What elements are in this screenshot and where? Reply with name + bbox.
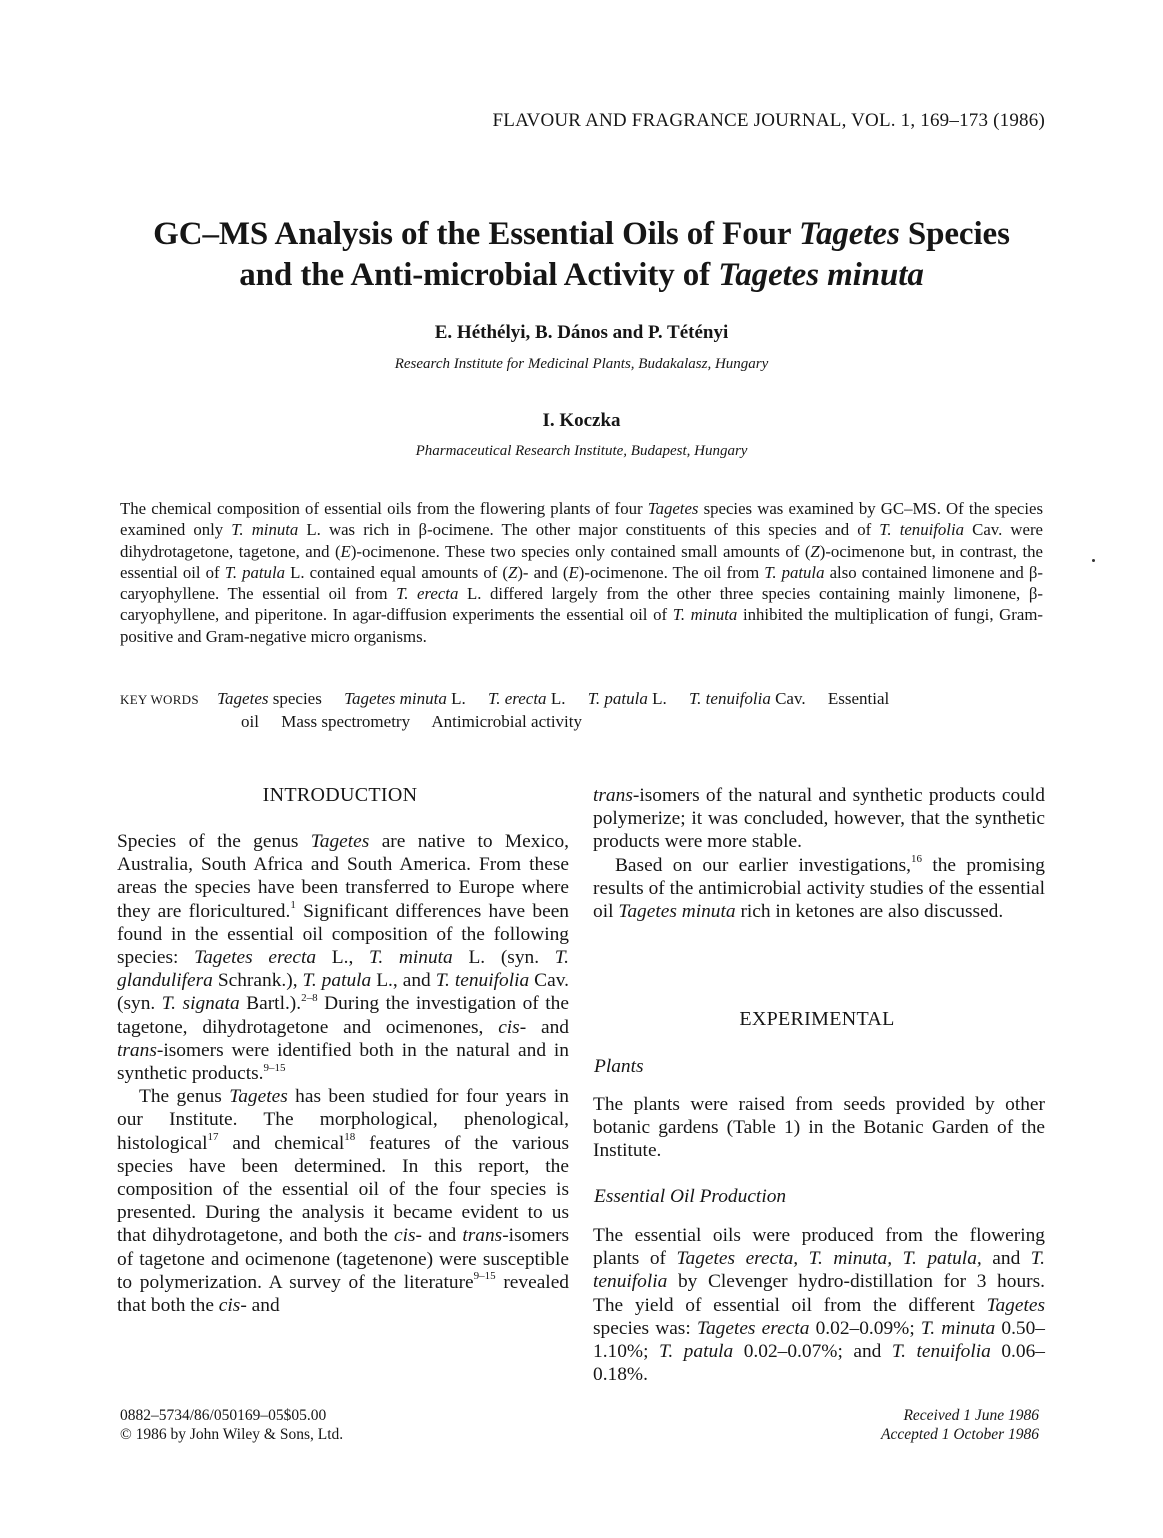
body-text: species was: bbox=[593, 1317, 697, 1339]
body-text: L., bbox=[316, 947, 369, 969]
abstract-text: species was examined by GC–MS. Of the species examined only bbox=[120, 499, 1044, 540]
abstract-italic: Tagetes bbox=[647, 499, 699, 518]
body-italic: T. minuta bbox=[920, 1317, 996, 1339]
reference-superscript: 17 bbox=[207, 1131, 219, 1144]
footer-left bbox=[120, 1406, 343, 1444]
body-italic: cis bbox=[393, 1225, 416, 1247]
intro-paragraph-1 bbox=[117, 830, 569, 1085]
intro-paragraph-4 bbox=[593, 854, 1045, 924]
body-text: Cav. (syn. bbox=[117, 970, 569, 1015]
accepted-date: Accepted 1 October 1986 bbox=[881, 1426, 1039, 1443]
reference-superscript: 1 bbox=[290, 899, 296, 912]
keyword bbox=[689, 689, 806, 708]
body-italic: cis bbox=[218, 1295, 241, 1317]
right-column-top bbox=[593, 784, 1045, 923]
intro-paragraph-2 bbox=[117, 1085, 569, 1317]
body-italic: T. tenuifolia bbox=[435, 970, 530, 992]
keyword bbox=[217, 689, 322, 708]
issn-code: 0882–5734/86/050169–05$05.00 bbox=[120, 1407, 327, 1424]
keyword bbox=[344, 689, 466, 708]
title-text: GC–MS Analysis of the Essential Oils of Four bbox=[153, 216, 799, 252]
keywords-line-1 bbox=[120, 688, 1043, 711]
body-text: During the investigation of the tagetone, dihydrotagetone and ocimenones, bbox=[117, 993, 569, 1038]
body-text: Schrank.), bbox=[212, 970, 303, 992]
reference-superscript: 9–15 bbox=[263, 1061, 286, 1074]
keyword: Mass spectrometry bbox=[281, 711, 411, 731]
abstract-text: )- and ( bbox=[517, 562, 569, 582]
plants-heading: Plants bbox=[594, 1056, 644, 1077]
abstract-italic: T. minuta bbox=[672, 605, 738, 625]
body-text: 0.06–0.18%. bbox=[593, 1341, 1045, 1386]
abstract bbox=[120, 498, 1043, 647]
abstract-text: inhibited the multiplication of fungi, Gram-positive and Gram-negative micro organisms. bbox=[120, 605, 1043, 646]
copyright: © 1986 by John Wiley & Sons, Ltd. bbox=[120, 1426, 344, 1443]
keyword bbox=[588, 689, 667, 708]
body-text: L., and bbox=[371, 970, 436, 992]
keyword-italic: Tagetes minuta bbox=[344, 689, 447, 708]
keyword-text: Cav. bbox=[770, 689, 806, 708]
abstract-text: Cav. were dihydrotagetone, tagetone, and ( bbox=[120, 520, 1043, 561]
left-column bbox=[117, 830, 569, 1317]
oil-production-heading: Essential Oil Production bbox=[594, 1186, 787, 1207]
abstract-italic: E bbox=[568, 562, 579, 582]
body-italic: trans bbox=[462, 1225, 503, 1247]
body-text: - and bbox=[519, 1016, 569, 1038]
body-text: Based on our earlier investigations, bbox=[615, 854, 912, 876]
body-text: -isomers of the natural and synthetic products could polymerize; it was concluded, however, that the synthetic products were more stable. bbox=[593, 785, 1045, 853]
paper-title bbox=[60, 214, 1103, 296]
title-genus: Tagetes bbox=[798, 216, 900, 252]
reference-superscript: 18 bbox=[344, 1131, 356, 1144]
body-text: The essential oils were produced from the flowering plants of bbox=[593, 1225, 1045, 1270]
footer-right bbox=[881, 1406, 1039, 1444]
abstract-text: The chemical composition of essential oils from the flowering plants of four bbox=[120, 499, 648, 518]
body-italic: T. minuta bbox=[369, 947, 453, 969]
body-italic: Tagetes bbox=[986, 1294, 1045, 1316]
abstract-italic: T. patula bbox=[224, 562, 286, 582]
body-text: by Clevenger hydro-distillation for 3 hours. The yield of essential oil from the different bbox=[593, 1271, 1045, 1316]
title-line-2 bbox=[60, 255, 1103, 296]
body-italic: cis bbox=[498, 1016, 520, 1038]
keywords-label: KEY WORDS bbox=[120, 692, 199, 707]
affiliation-1: Research Institute for Medicinal Plants, Budakalasz, Hungary bbox=[394, 356, 769, 372]
body-text: revealed that both the bbox=[117, 1271, 569, 1317]
body-text: Bartl.). bbox=[239, 993, 302, 1015]
body-text: the promising results of the antimicrobial activity studies of the essential oil bbox=[593, 854, 1046, 923]
keyword-text: L. bbox=[446, 689, 466, 708]
scan-speck bbox=[1092, 559, 1095, 562]
received-date: Received 1 June 1986 bbox=[903, 1407, 1039, 1424]
body-text: features of the various species have been determined. In this report, the composition of the essential oil of the four species is presented. During the analysis it became evident to us that dihydrotagetone, and both the bbox=[117, 1132, 570, 1247]
body-text: and bbox=[981, 1248, 1031, 1270]
body-italic: trans bbox=[117, 1039, 157, 1061]
authors-group-2: I. Koczka bbox=[542, 410, 621, 431]
abstract-text: L. was rich in β-ocimene. The other major constituents of this species and of bbox=[298, 520, 880, 540]
authors-group-1: E. Héthélyi, B. Dános and P. Tétényi bbox=[434, 322, 729, 343]
abstract-italic: T. tenuifolia bbox=[879, 520, 965, 540]
body-text: has been studied for four years in our Institute. The morphological, phenological, histological bbox=[117, 1086, 569, 1154]
abstract-text: )-ocimenone but, in contrast, the essential oil of bbox=[120, 541, 1043, 582]
body-text: are native to Mexico, Australia, South Africa and South America. From these areas the species have been transferred to Europe where they are floricultured. bbox=[117, 831, 569, 922]
body-italic: Tagetes bbox=[310, 831, 370, 852]
keywords bbox=[120, 688, 1043, 732]
experimental-heading: EXPERIMENTAL bbox=[739, 1008, 895, 1030]
body-text: - and bbox=[240, 1295, 280, 1317]
body-text: Species of the genus bbox=[117, 831, 311, 852]
body-text: 0.02–0.09%; bbox=[809, 1317, 921, 1339]
reference-superscript: 16 bbox=[911, 853, 923, 866]
body-italic: Tagetes erecta, T. minuta, T. patula, bbox=[676, 1248, 982, 1270]
abstract-text: L. differed largely from the other three species containing mainly limonene, β-caryophyllene, and piperitone. In agar-diffusion experiments the essential oil of bbox=[120, 584, 1043, 625]
body-text: rich in ketones are also discussed. bbox=[735, 901, 1004, 923]
keywords-line-2 bbox=[120, 711, 1043, 733]
abstract-text: also contained limonene and β-caryophyllene. The essential oil from bbox=[120, 562, 1043, 604]
body-italic: T. patula bbox=[302, 970, 372, 992]
keyword-italic: T. tenuifolia bbox=[688, 689, 771, 708]
abstract-italic: T. minuta bbox=[231, 520, 299, 540]
keyword-text: L. bbox=[546, 689, 566, 708]
abstract-text: L. contained equal amounts of ( bbox=[285, 562, 508, 582]
body-text: -isomers were identified both in the natural and in synthetic products. bbox=[117, 1039, 569, 1085]
oil-production-paragraph bbox=[593, 1224, 1045, 1386]
introduction-heading: INTRODUCTION bbox=[262, 784, 418, 806]
reference-superscript: 9–15 bbox=[473, 1270, 496, 1283]
body-text: Significant differences have been found in the essential oil composition of the following species: bbox=[117, 900, 569, 969]
abstract-text: )-ocimenone. These two species only contained small amounts of ( bbox=[350, 541, 811, 561]
keyword-italic: Tagetes bbox=[217, 689, 269, 708]
abstract-italic: T. erecta bbox=[396, 584, 459, 604]
body-italic: T. patula bbox=[658, 1341, 734, 1363]
abstract-italic: Z bbox=[810, 541, 820, 561]
intro-paragraph-3 bbox=[593, 784, 1045, 854]
title-species: Tagetes minuta bbox=[718, 257, 924, 293]
body-italic: T. glandulifera bbox=[117, 947, 569, 992]
body-italic: T. tenuifolia bbox=[891, 1341, 991, 1363]
body-text: 0.02–0.07%; and bbox=[733, 1341, 892, 1363]
keyword bbox=[488, 689, 565, 708]
keyword-italic: T. erecta bbox=[488, 689, 547, 708]
body-text: The genus bbox=[139, 1086, 230, 1108]
keyword: Essential bbox=[827, 689, 890, 708]
body-italic: trans bbox=[593, 785, 633, 806]
body-text: -isomers of tagetone and ocimenone (tagetenone) were susceptible to polymerization. A survey of the literature bbox=[117, 1225, 569, 1293]
keyword: Antimicrobial activity bbox=[431, 711, 583, 731]
abstract-text: )-ocimenone. The oil from bbox=[578, 562, 765, 582]
body-italic: Tagetes erecta bbox=[696, 1317, 810, 1339]
body-text: 0.50–1.10%; bbox=[593, 1317, 1045, 1363]
title-line-1 bbox=[60, 214, 1103, 255]
body-italic: Tagetes minuta bbox=[618, 901, 736, 923]
title-text: Species bbox=[899, 216, 1010, 252]
body-text: L. (syn. bbox=[452, 947, 555, 969]
abstract-italic: E bbox=[340, 541, 351, 561]
body-italic: T. tenuifolia bbox=[593, 1248, 1045, 1293]
journal-header: FLAVOUR AND FRAGRANCE JOURNAL, VOL. 1, 169–173 (1986) bbox=[492, 110, 1045, 131]
reference-superscript: 2–8 bbox=[301, 991, 318, 1004]
body-text: and chemical bbox=[218, 1132, 345, 1154]
title-text: and the Anti-microbial Activity of bbox=[239, 257, 719, 293]
keyword-italic: T. patula bbox=[587, 689, 648, 708]
plants-paragraph: The plants were raised from seeds provided by other botanic gardens (Table 1) in the Botanic Garden of the Institute. bbox=[593, 1094, 1045, 1162]
keyword: oil bbox=[241, 711, 259, 731]
keyword-text: species bbox=[268, 689, 322, 708]
body-italic: Tagetes bbox=[229, 1086, 288, 1108]
affiliation-2: Pharmaceutical Research Institute, Budapest, Hungary bbox=[415, 443, 748, 459]
keyword-text: L. bbox=[647, 689, 667, 708]
body-italic: T. signata bbox=[161, 993, 240, 1015]
abstract-italic: T. patula bbox=[764, 562, 825, 582]
abstract-italic: Z bbox=[507, 562, 518, 582]
body-italic: Tagetes erecta bbox=[194, 947, 317, 969]
body-text: - and bbox=[415, 1225, 463, 1247]
